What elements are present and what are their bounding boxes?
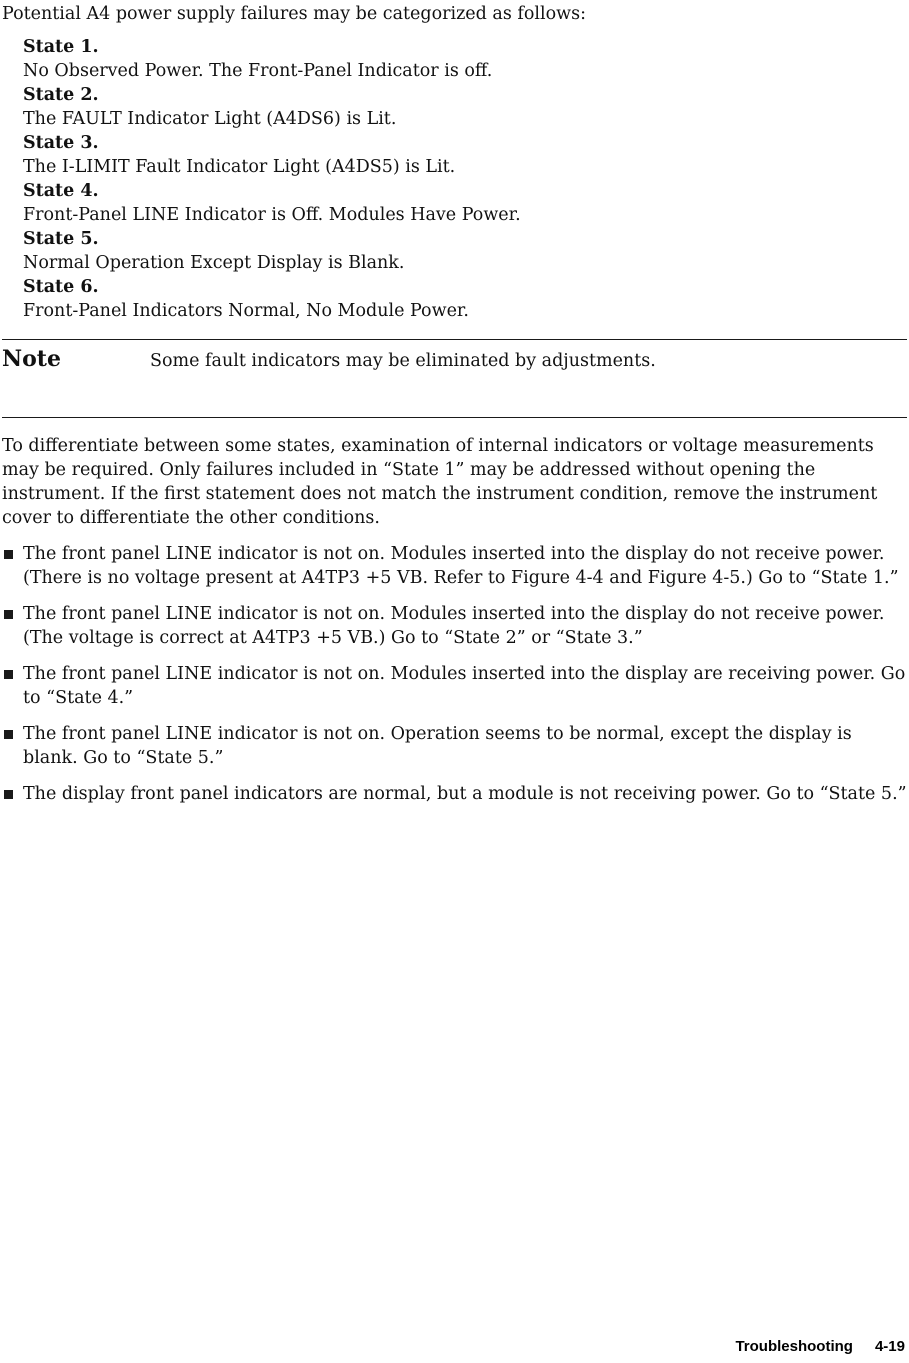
- bullet-item: [2, 662, 907, 710]
- bullet-item: [2, 722, 907, 770]
- note-callout: [2, 339, 907, 418]
- bullet-text: The front panel LINE indicator is not on. Modules inserted into the display do not receive power. (The voltage is correct at A4TP3 +5 VB.) Go to “State 2” or “State 3.”: [23, 604, 885, 648]
- state-entry: [23, 179, 907, 227]
- state-title: State 3.: [23, 133, 99, 153]
- state-description: Normal Operation Except Display is Blank.: [23, 253, 405, 273]
- footer-section-title: Troubleshooting: [735, 1338, 853, 1355]
- state-list: [23, 35, 907, 323]
- state-entry: [23, 131, 907, 179]
- bullet-item: [2, 782, 907, 806]
- state-title: State 2.: [23, 85, 99, 105]
- state-entry: [23, 35, 907, 83]
- state-title: State 4.: [23, 181, 99, 201]
- state-entry: [23, 83, 907, 131]
- state-description: Front-Panel Indicators Normal, No Module Power.: [23, 301, 469, 321]
- bullet-item: [2, 542, 907, 590]
- bullet-text: The front panel LINE indicator is not on. Modules inserted into the display do not receive power. (There is no voltage present at A4TP3 +5 VB. Refer to Figure 4-4 and Figure 4-5.) Go to “State 1.”: [23, 544, 899, 588]
- state-description: The I-LIMIT Fault Indicator Light (A4DS5) is Lit.: [23, 157, 456, 177]
- note-text: Some fault indicators may be eliminated by adjustments.: [150, 351, 656, 371]
- bullet-text: The display front panel indicators are normal, but a module is not receiving power. Go to “State 5.”: [23, 784, 907, 804]
- bullet-list: [2, 542, 907, 806]
- square-bullet-icon: [4, 610, 13, 619]
- state-description: No Observed Power. The Front-Panel Indicator is off.: [23, 61, 493, 81]
- state-entry: [23, 227, 907, 275]
- state-title: State 1.: [23, 37, 99, 57]
- state-description: The FAULT Indicator Light (A4DS6) is Lit.: [23, 109, 397, 129]
- state-title: State 5.: [23, 229, 99, 249]
- body-paragraph: To differentiate between some states, examination of internal indicators or voltage measurements may be required. Only failures included in “State 1” may be addressed without opening the instrument. If the first statement does not match the instrument condition, remove the instrument cover to differentiate the other conditions.: [2, 436, 878, 528]
- state-entry: [23, 275, 907, 323]
- bullet-item: [2, 602, 907, 650]
- footer-page-number: 4-19: [874, 1338, 905, 1355]
- bullet-text: The front panel LINE indicator is not on. Operation seems to be normal, except the display is blank. Go to “State 5.”: [23, 724, 852, 768]
- intro-paragraph: Potential A4 power supply failures may be categorized as follows:: [2, 4, 587, 24]
- page-footer: [735, 1338, 905, 1355]
- bullet-text: The front panel LINE indicator is not on. Modules inserted into the display are receiving power. Go to “State 4.”: [23, 664, 906, 708]
- square-bullet-icon: [4, 550, 13, 559]
- state-title: State 6.: [23, 277, 99, 297]
- square-bullet-icon: [4, 730, 13, 739]
- square-bullet-icon: [4, 670, 13, 679]
- note-label: Note: [2, 346, 61, 372]
- square-bullet-icon: [4, 790, 13, 799]
- state-description: Front-Panel LINE Indicator is Off. Modules Have Power.: [23, 205, 521, 225]
